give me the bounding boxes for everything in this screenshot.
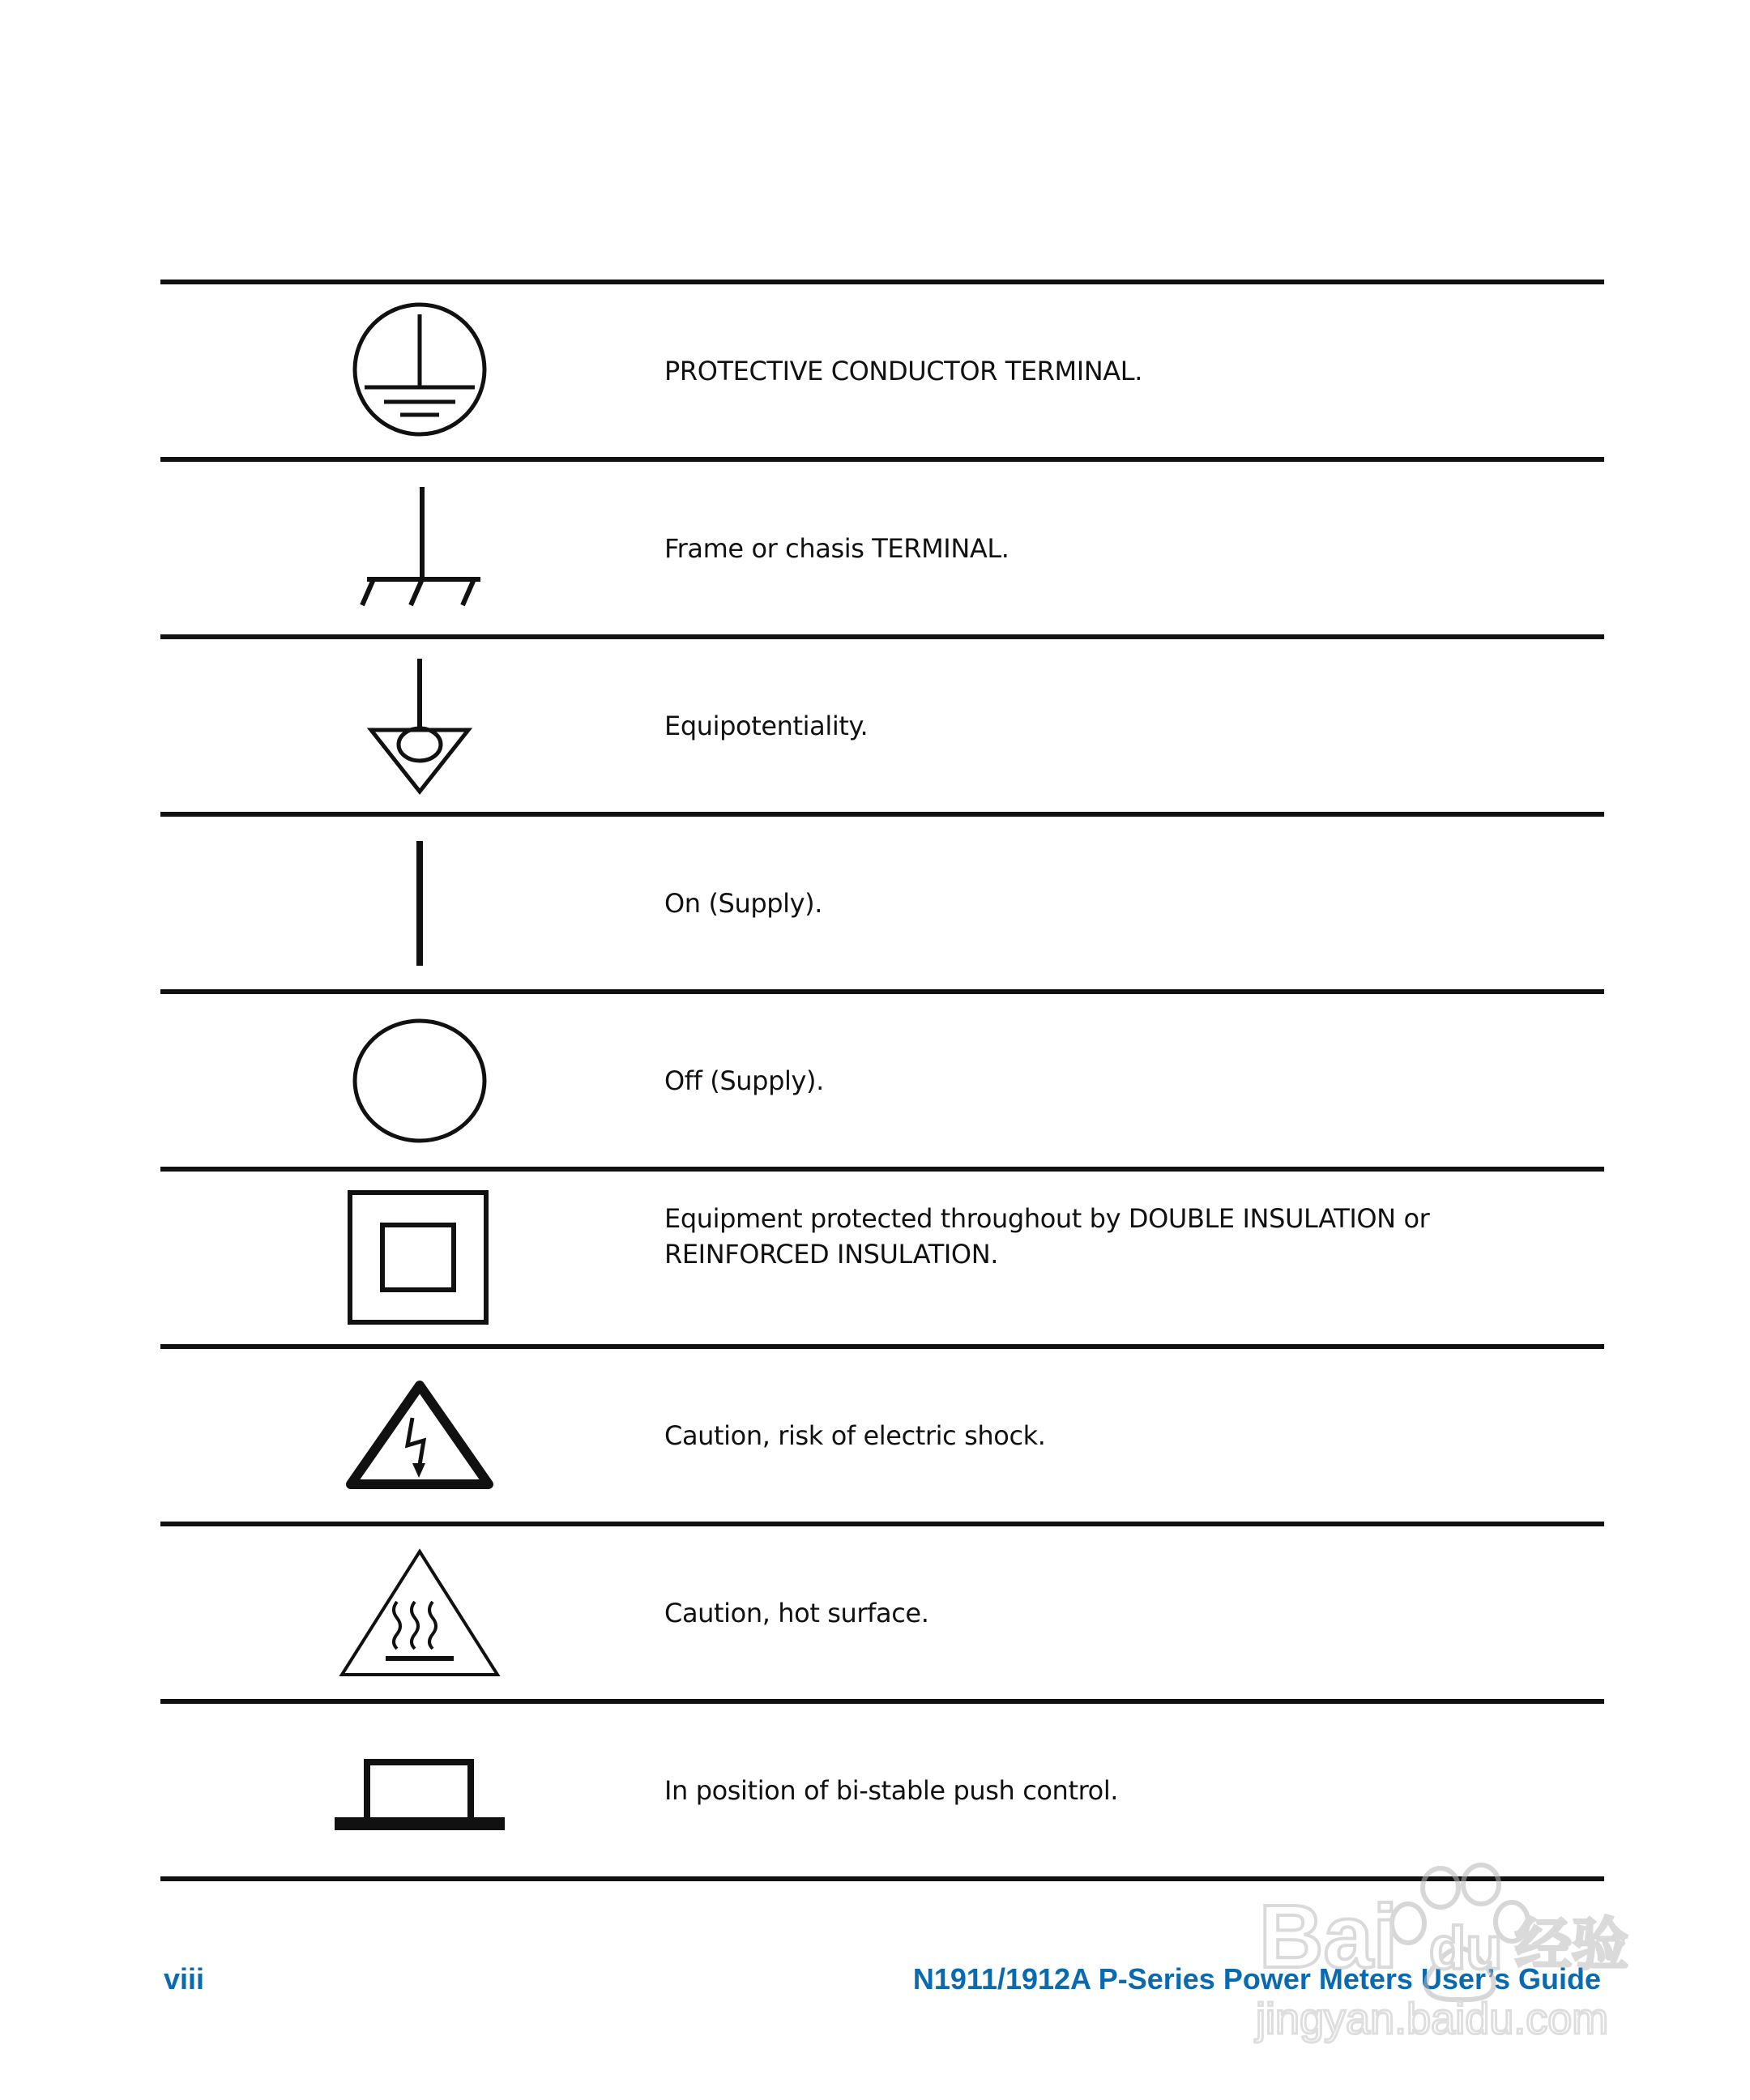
symbol-description	[664, 994, 1556, 1167]
description-text: Frame or chasis TERMINAL.	[664, 532, 1009, 564]
svg-text:du: du	[1429, 1914, 1503, 1982]
bistable-push-in-icon	[298, 1704, 541, 1876]
electric-shock-warning-icon	[298, 1349, 541, 1522]
equipotentiality-icon	[298, 639, 541, 812]
protective-earth-icon	[298, 284, 541, 457]
symbol-row	[160, 1349, 1604, 1522]
symbol-description	[664, 1704, 1556, 1876]
symbol-row	[160, 284, 1604, 457]
chassis-ground-icon	[298, 462, 541, 634]
symbol-row	[160, 1704, 1604, 1876]
double-insulation-icon	[298, 1172, 541, 1344]
power-off-icon	[298, 994, 541, 1167]
description-text: On (Supply).	[664, 887, 823, 919]
symbol-description	[664, 639, 1556, 812]
description-text: In position of bi-stable push control.	[664, 1774, 1119, 1806]
baidu-watermark-logo	[1248, 1855, 1669, 2050]
svg-text:经验: 经验	[1515, 1911, 1628, 1978]
symbol-row	[160, 1172, 1604, 1344]
symbol-row	[160, 1526, 1604, 1699]
symbol-row	[160, 994, 1604, 1167]
description-text: PROTECTIVE CONDUCTOR TERMINAL.	[664, 355, 1142, 386]
guide-title: N1911/1912A P-Series Power Meters User’s Guide	[912, 1962, 1601, 1995]
symbol-description	[664, 284, 1556, 457]
description-text: Off (Supply).	[664, 1065, 824, 1096]
symbol-row	[160, 817, 1604, 989]
symbol-description	[664, 1349, 1556, 1522]
description-text: Caution, risk of electric shock.	[664, 1419, 1046, 1451]
symbol-row	[160, 639, 1604, 812]
symbol-description	[664, 1526, 1556, 1699]
table-rule	[160, 1876, 1604, 1881]
power-on-icon	[298, 817, 541, 989]
svg-text:jingyan.baidu.com: jingyan.baidu.com	[1256, 1995, 1609, 2043]
symbol-description	[664, 1172, 1556, 1344]
description-text: Equipotentiality.	[664, 710, 869, 741]
description-text: Caution, hot surface.	[664, 1597, 929, 1628]
page-number: viii	[164, 1962, 205, 1995]
description-text: Equipment protected throughout by DOUBLE INSULATION or REINFORCED INSULATION.	[664, 1203, 1430, 1270]
symbol-description	[664, 462, 1556, 634]
symbol-row	[160, 462, 1604, 634]
svg-text:Bai: Bai	[1259, 1887, 1398, 1987]
safety-symbol-table	[160, 280, 1604, 1881]
hot-surface-warning-icon	[298, 1526, 541, 1699]
symbol-description	[664, 817, 1556, 989]
page-footer	[160, 1962, 1604, 2003]
